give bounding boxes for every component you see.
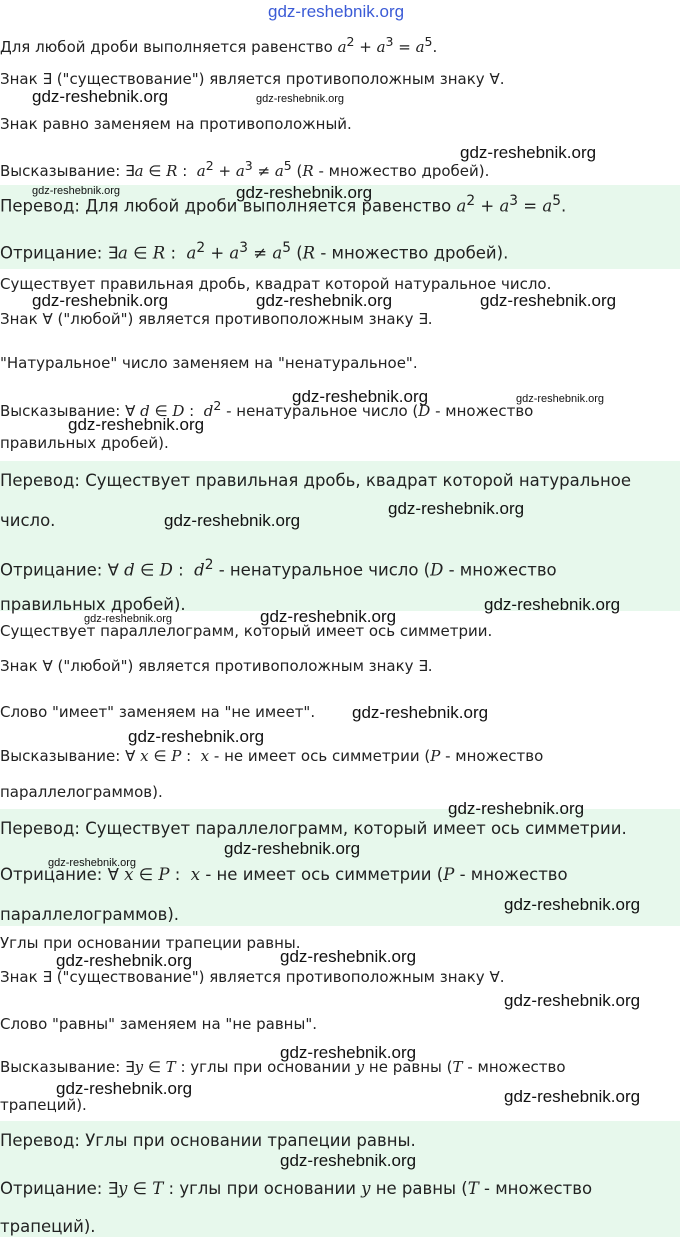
- watermark: gdz-reshebnik.org: [224, 839, 361, 858]
- watermark: gdz-reshebnik.org: [256, 93, 345, 105]
- watermark: gdz-reshebnik.org: [448, 799, 585, 818]
- text-line: Знак ∀ ("любой") является противоположным знаку ∃.: [0, 657, 433, 675]
- watermark: gdz-reshebnik.org: [280, 947, 417, 966]
- translation-box: [0, 1121, 680, 1237]
- text-line: правильных дробей).: [0, 595, 186, 614]
- watermark: gdz-reshebnik.org: [32, 185, 121, 197]
- watermark: gdz-reshebnik.org: [480, 291, 617, 310]
- text-line: Перевод: Для любой дроби выполняется равенство $a^2 + a^3 = a^5$.: [0, 193, 567, 216]
- text-line: Существует параллелограмм, который имеет ось симметрии.: [0, 622, 493, 640]
- text-line: число.: [0, 511, 56, 530]
- text-line: Высказывание: ∃a ∈ R : $a^2 + a^3 \ne a^5$ (R - множество дробей).: [0, 158, 490, 180]
- text-line: Высказывание: ∀ d ∈ D : $d^2$ - ненатуральное число (D - множество: [0, 398, 534, 420]
- text-line: Углы при основании трапеции равны.: [0, 934, 301, 952]
- watermark: gdz-reshebnik.org: [292, 387, 429, 406]
- text-line: "Натуральное" число заменяем на "ненатуральное".: [0, 354, 418, 372]
- text-line: Слово "имеет" заменяем на "не имеет".: [0, 703, 316, 721]
- text-line: Высказывание: ∀ x ∈ P : x - не имеет ось симметрии (P - множество: [0, 747, 544, 765]
- text-line: трапеций).: [0, 1096, 87, 1114]
- text-line: Слово "равны" заменяем на "не равны".: [0, 1015, 317, 1033]
- watermark: gdz-reshebnik.org: [460, 143, 597, 162]
- watermark: gdz-reshebnik.org: [504, 1087, 641, 1106]
- text-line: Перевод: Углы при основании трапеции равны.: [0, 1131, 416, 1150]
- site-link[interactable]: gdz-reshebnik.org: [268, 2, 405, 21]
- text-line: Для любой дроби выполняется равенство $a^2 + a^3 = a^5$.: [0, 34, 438, 56]
- text-line: Знак ∀ ("любой") является противоположным знаку ∃.: [0, 310, 433, 328]
- watermark: gdz-reshebnik.org: [504, 991, 641, 1010]
- watermark: gdz-reshebnik.org: [352, 703, 489, 722]
- translation-box: [0, 461, 680, 614]
- watermark: gdz-reshebnik.org: [504, 895, 641, 914]
- watermark: gdz-reshebnik.org: [68, 415, 205, 434]
- text-line: трапеций).: [0, 1217, 96, 1236]
- text-line: Существует правильная дробь, квадрат которой натуральное число.: [0, 275, 552, 293]
- watermark: gdz-reshebnik.org: [256, 291, 393, 310]
- watermark: gdz-reshebnik.org: [280, 1151, 417, 1170]
- text-line: Знак ∃ ("существование") является противоположным знаку ∀.: [0, 70, 505, 88]
- text-line: Отрицание: ∃y ∈ T : углы при основании y не равны (T - множество: [0, 1179, 593, 1198]
- watermark: gdz-reshebnik.org: [56, 1079, 193, 1098]
- text-line: Знак ∃ ("существование") является противоположным знаку ∀.: [0, 968, 505, 986]
- text-line: правильных дробей).: [0, 434, 169, 452]
- watermark: gdz-reshebnik.org: [280, 1043, 417, 1062]
- watermark: gdz-reshebnik.org: [84, 613, 173, 625]
- watermark: gdz-reshebnik.org: [164, 511, 301, 530]
- text-line: параллелограммов).: [0, 783, 163, 801]
- text-line: параллелограммов).: [0, 905, 180, 924]
- text-line: Отрицание: ∃a ∈ R : $a^2 + a^3 \ne a^5$ (R - множество дробей).: [0, 240, 509, 263]
- text-line: Перевод: Существует правильная дробь, квадрат которой натуральное: [0, 471, 632, 490]
- watermark: gdz-reshebnik.org: [516, 393, 605, 405]
- watermark: gdz-reshebnik.org: [484, 595, 621, 614]
- watermark: gdz-reshebnik.org: [236, 183, 373, 202]
- watermark: gdz-reshebnik.org: [388, 499, 525, 518]
- text-line: Отрицание: ∀ d ∈ D : $d^2$ - ненатуральное число (D - множество: [0, 557, 557, 580]
- watermark: gdz-reshebnik.org: [128, 727, 265, 746]
- text-line: Знак равно заменяем на противоположный.: [0, 115, 352, 133]
- text-line: Высказывание: ∃y ∈ T : углы при основании y не равны (T - множество: [0, 1058, 566, 1076]
- watermark: gdz-reshebnik.org: [32, 87, 169, 106]
- text-line: Отрицание: ∀ x ∈ P : x - не имеет ось симметрии (P - множество: [0, 865, 568, 884]
- text-line: Перевод: Существует параллелограмм, который имеет ось симметрии.: [0, 819, 627, 838]
- watermark: gdz-reshebnik.org: [48, 857, 137, 869]
- watermark: gdz-reshebnik.org: [56, 951, 193, 970]
- watermark: gdz-reshebnik.org: [260, 607, 397, 626]
- watermark: gdz-reshebnik.org: [32, 291, 169, 310]
